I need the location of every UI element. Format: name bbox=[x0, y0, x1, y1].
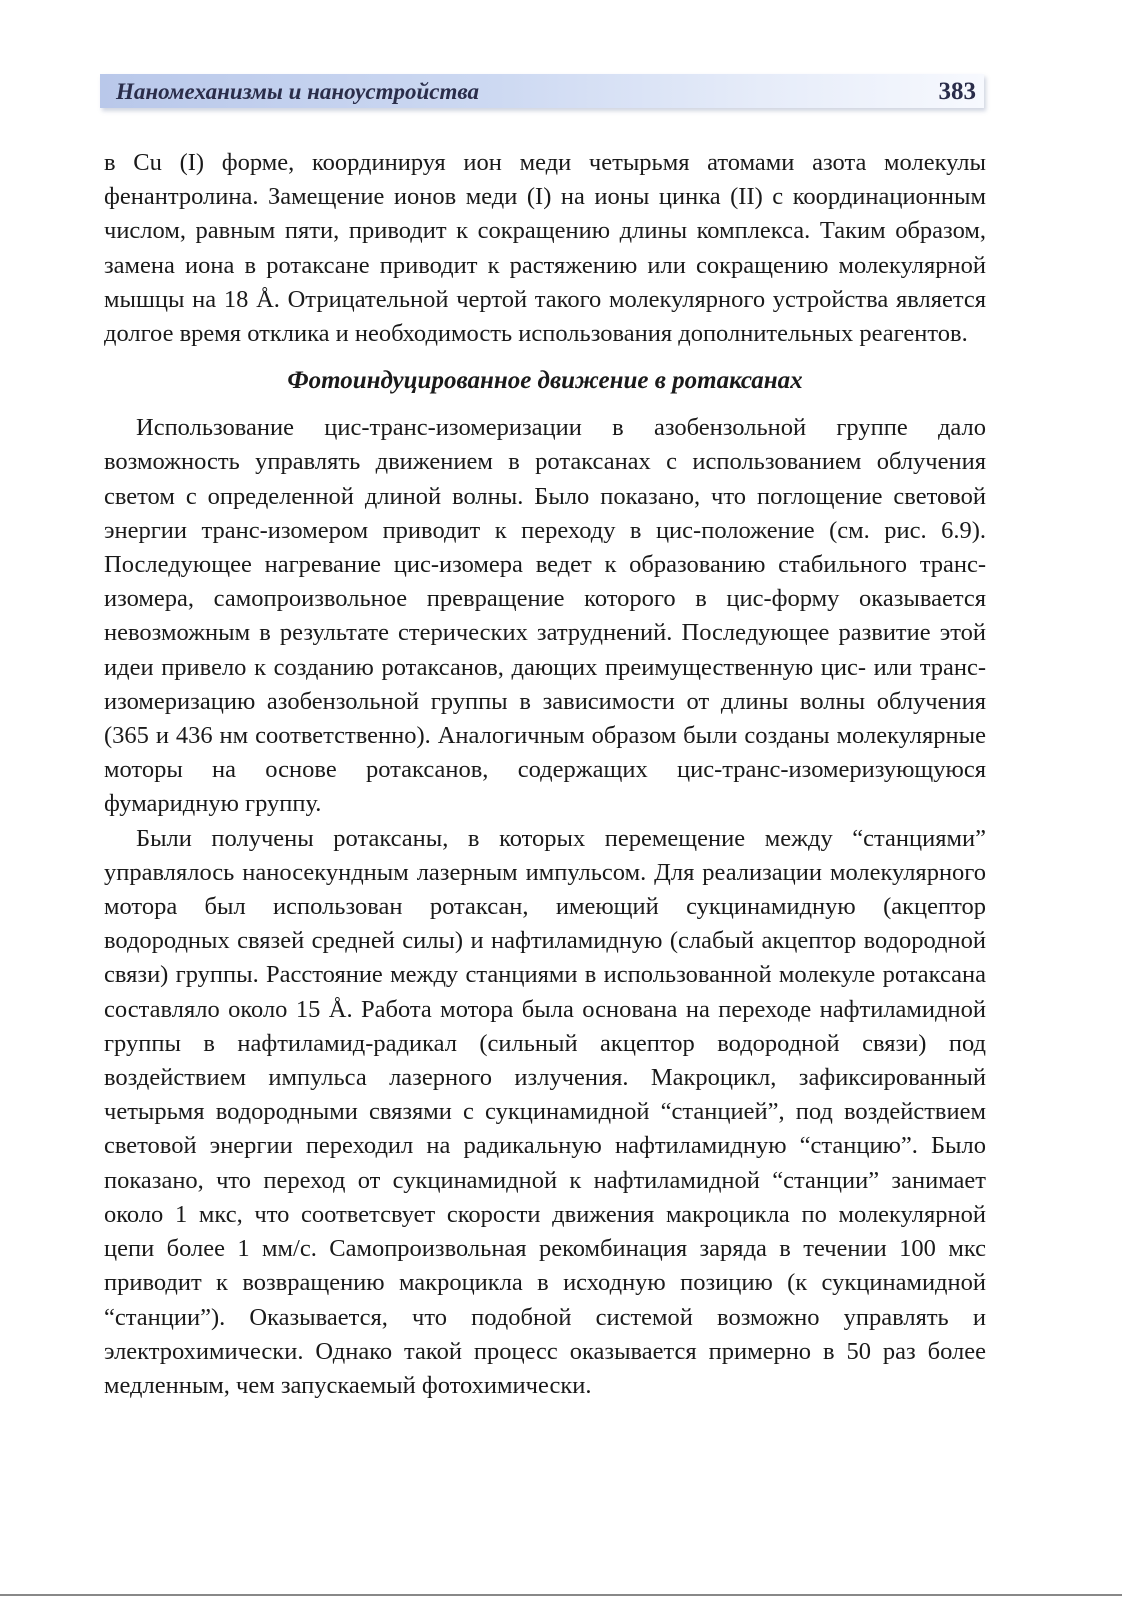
paragraph: Были получены ротаксаны, в которых перемещение между “станциями” управлялось наносекундным лазерным импульсом. Для реализации молекулярного мотора был использован ротаксан, имеющий сукцинамидную (акцептор водородных связей средней силы) и нафтиламидную (слабый акцептор водородной связи) группы. Расстояние между станциями в использованной молекуле ротаксана составляло около 15 Å. Работа мотора была основана на переходе нафтиламидной группы в нафтиламид-радикал (сильный акцептор водородной связи) под воздействием импульса лазерного излучения. Макроцикл, зафиксированный четырьмя водородными связями с сукцинамидной “станцией”, под воздействием световой энергии переходил на радикальную нафтиламидную “станцию”. Было показано, что переход от сукцинамидной к нафтиламидной “станции” занимает около 1 мкс, что соответсвует скорости движения макроцикла по молекулярной цепи более 1 мм/с. Самопроизвольная рекомбинация заряда в течении 100 мкс приводит к возвращению макроцикла в исходную позицию (к сукцинамидной “станции”). Оказывается, что подобной системой возможно управлять и электрохимически. Однако такой процесс оказывается примерно в 50 раз более медленным, чем запускаемый фотохимически. bbox=[104, 824, 986, 1399]
running-title: Наномеханизмы и наноустройства bbox=[116, 79, 480, 104]
page-number: 383 bbox=[938, 78, 976, 105]
paragraph: Использование цис-транс-изомеризации в азобензольной группе дало возможность управлять движением в ротаксанах с использованием облучения светом с определенной длиной волны. Было показано, что поглощение световой энергии транс-изомером приводит к переходу в цис-положение (см. рис. 6.9). Последующее нагревание цис-изомера ведет к образованию стабильного транс-изомера, самопроизвольное превращение которого в цис-форму оказывается невозможным в результате стерических затруднений. Последующее развитие этой идеи привело к созданию ротаксанов, дающих преимущественную цис- или транс-изомеризацию азобензольной группы в зависимости от длины волны облучения (365 и 436 нм соответственно). Аналогичным образом были созданы молекулярные моторы на основе ротаксанов, содержащих цис-транс-изомеризующуюся фумаридную группу. bbox=[104, 414, 986, 818]
paragraph-continued: в Cu (I) форме, координируя ион меди четырьмя атомами азота молекулы фенантролина. Замещение ионов меди (I) на ионы цинка (II) с координационным числом, равным пяти, приводит к сокращению длины комплекса. Таким образом, замена иона в ротаксане приводит к растяжению или сокращению молекулярной мышцы на 18 Å. Отрицательной чертой такого молекулярного устройства является долгое время отклика и необходимость использования дополнительных реагентов. bbox=[104, 149, 986, 348]
page-body bbox=[104, 146, 986, 1403]
section-heading: Фотоиндуцированное движение в ротаксанах bbox=[287, 367, 803, 395]
bottom-edge-rule bbox=[0, 1594, 1122, 1596]
